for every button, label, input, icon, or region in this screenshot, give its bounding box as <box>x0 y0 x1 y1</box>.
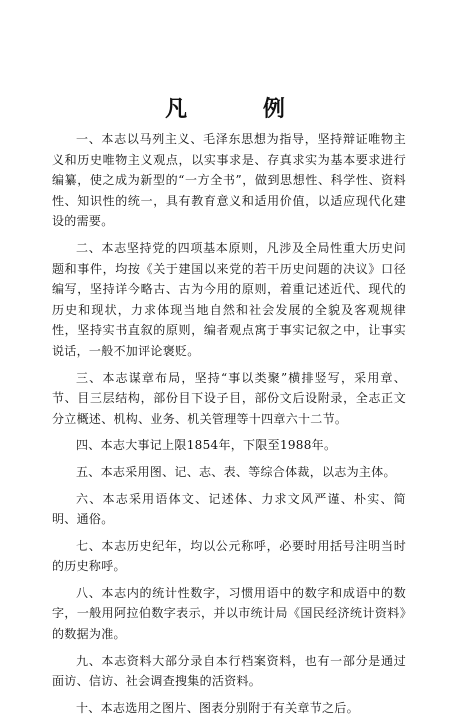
page-title: 凡 例 <box>165 97 319 122</box>
guideline-item-4: 四、本志大事记上限1854年，下限至1988年。 <box>76 438 337 453</box>
guideline-item-10: 十、本志选用之图片、图表分别附于有关章节之后。 <box>76 700 359 715</box>
guideline-item-5: 五、本志采用图、记、志、表、等综合体裁，以志为主体。 <box>76 464 396 479</box>
guideline-item-2: 二、本志坚持党的四项基本原则，凡涉及全局性重大历史问题和事件，均按《关于建国以来党的若干历史问题的决议》口径编写，坚持详今略古、古为今用的原则，着重记述近代、现代的历史和现状，力求体现当地自然和社会发展的全貌及客观规律性，坚持实书直叙的原则，编者观点寓于事实记叙之中，让事实说话，一般不加评论褒贬。 <box>52 240 406 358</box>
guideline-item-1: 一、本志以马列主义、毛泽东思想为指导，坚持辩证唯物主义和历史唯物主义观点，以实事求是、存真求实为基本要求进行编纂，使之成为新型的“一方全书”，做到思想性、科学性、资料性、知识性的统一，具有教育意义和适用价值，以适应现代化建设的需要。 <box>52 132 406 229</box>
guideline-item-8: 八、本志内的统计性数字，习惯用语中的数字和成语中的数字，一般用阿拉伯数字表示，并以市统计局《国民经济统计资料》的数据为准。 <box>52 585 406 642</box>
guideline-item-7: 七、本志历史纪年，均以公元称呼，必要时用括号注明当时的历史称呼。 <box>52 538 406 574</box>
guideline-item-3: 三、本志谋章布局，坚持“事以类聚”横排竖写，采用章、节、目三层结构，部份目下设子目，部份文后设附录，全志正文分立概述、机构、业务、机关管理等十四章六十二节。 <box>52 370 406 426</box>
guideline-item-9: 九、本志资料大部分录自本行档案资料，也有一部分是通过面访、信访、社会调查搜集的活资料。 <box>52 653 406 689</box>
guideline-item-6: 六、本志采用语体文、记述体、力求文风严谨、朴实、简明、通俗。 <box>52 491 406 527</box>
guidelines-body <box>52 129 406 724</box>
